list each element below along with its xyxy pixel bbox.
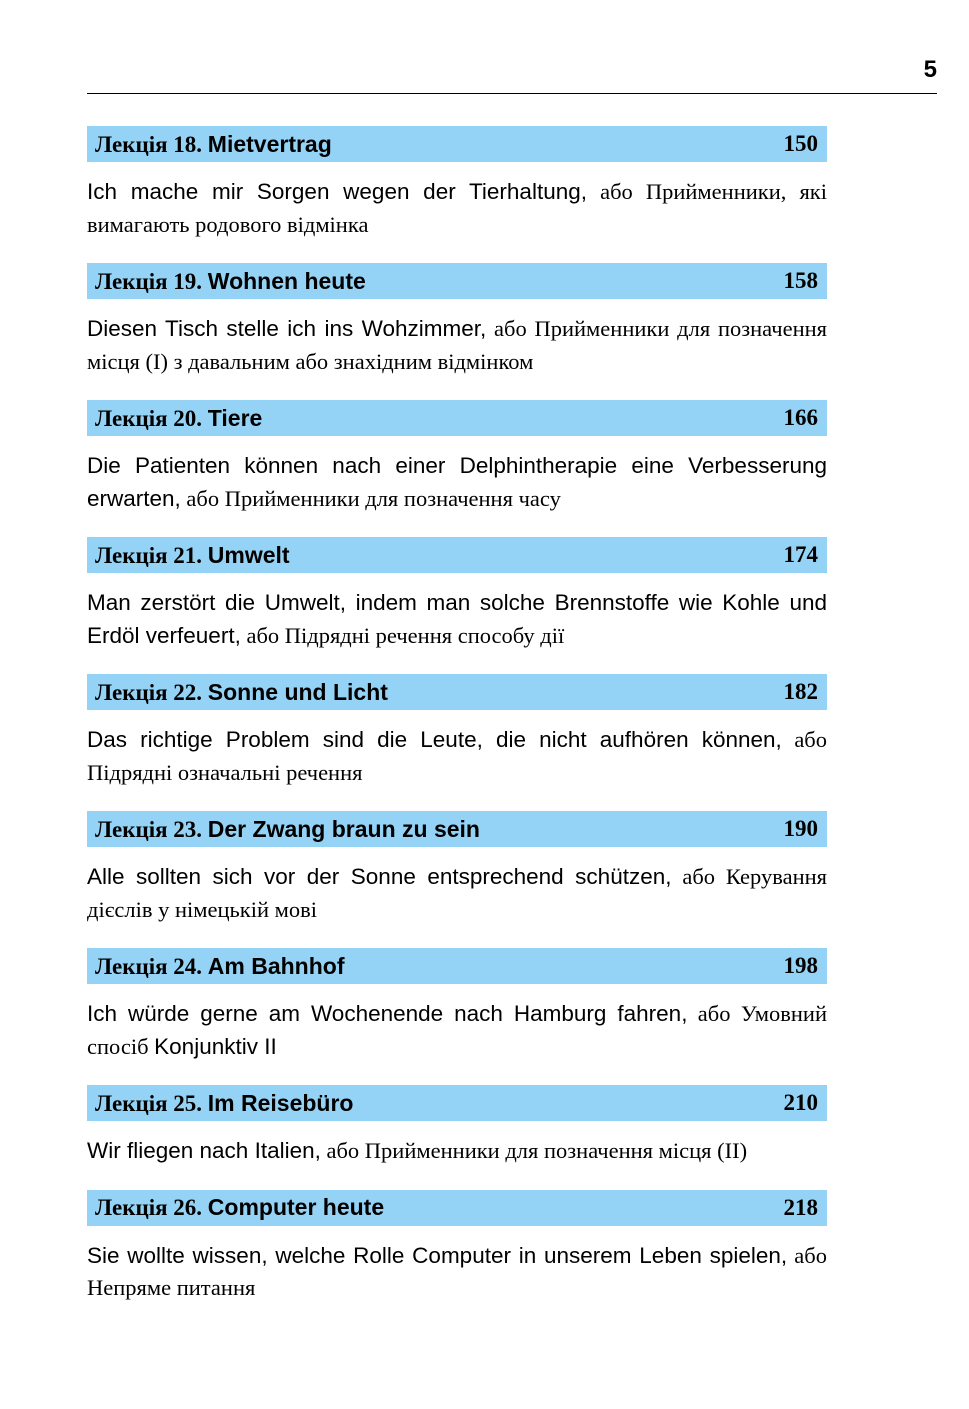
lesson-number: Лекція 25. xyxy=(95,1090,203,1116)
lesson-title: Im Reisebüro xyxy=(207,1089,354,1116)
lesson-header-bar xyxy=(87,263,827,299)
toc-entry xyxy=(87,674,827,789)
lesson-heading xyxy=(95,816,480,843)
lesson-title: Der Zwang braun zu sein xyxy=(207,815,480,842)
toc-entry xyxy=(87,948,827,1063)
lesson-number: Лекція 23. xyxy=(95,816,203,842)
lesson-number: Лекція 18. xyxy=(95,131,203,157)
lesson-header-bar xyxy=(87,948,827,984)
lesson-description xyxy=(87,587,827,652)
description-german-text: Man zerstört die Umwelt, indem man solche Brennstoffe wie Kohle und Erdöl verfeuert, xyxy=(87,590,827,648)
lesson-heading xyxy=(95,268,366,295)
lesson-heading xyxy=(95,679,388,706)
lesson-page-number: 190 xyxy=(783,816,818,841)
toc-entry xyxy=(87,1085,827,1168)
lesson-page-number: 182 xyxy=(783,679,818,704)
description-ukrainian-text: або Підрядні речення способу дії xyxy=(240,622,565,648)
description-german-text: Alle sollten sich vor der Sonne entsprechend schützen, xyxy=(87,864,672,889)
description-ukrainian-text: або Прийменники для позначення місця (I) з давальним або знахідним відмінком xyxy=(87,316,827,374)
lesson-heading xyxy=(95,405,262,432)
toc-entry xyxy=(87,263,827,378)
header-rule xyxy=(87,93,937,94)
description-ukrainian-text: або Прийменники для позначення часу xyxy=(180,485,561,511)
toc-entry xyxy=(87,400,827,515)
lesson-number: Лекція 19. xyxy=(95,268,203,294)
lesson-header-bar xyxy=(87,1190,827,1226)
description-ukrainian-text: або Умовний спосіб xyxy=(87,1001,828,1059)
lesson-heading xyxy=(95,953,345,980)
lesson-header-bar xyxy=(87,1085,827,1121)
toc-entry xyxy=(87,126,827,241)
lesson-number: Лекція 21. xyxy=(95,542,203,568)
lesson-number: Лекція 26. xyxy=(95,1195,203,1220)
description-german-text: Konjunktiv II xyxy=(154,1033,277,1059)
lesson-page-number: 174 xyxy=(783,542,818,567)
description-german-text: Wir fliegen nach Italien, xyxy=(87,1138,321,1163)
description-ukrainian-text: або Прийменники для позначення місця (II) xyxy=(320,1138,748,1163)
lesson-page-number: 210 xyxy=(783,1090,818,1115)
lesson-title: Sonne und Licht xyxy=(207,678,388,705)
description-ukrainian-text: або Непряме питання xyxy=(87,1242,827,1300)
lesson-description xyxy=(87,313,827,378)
lesson-description xyxy=(87,1135,827,1168)
toc-entry xyxy=(87,537,827,652)
description-german-text: Ich würde gerne am Wochenende nach Hamburg fahren, xyxy=(87,1001,688,1026)
lesson-page-number: 218 xyxy=(783,1194,818,1220)
lesson-header-bar xyxy=(87,537,827,573)
lesson-page-number: 166 xyxy=(783,405,818,430)
lesson-description xyxy=(87,176,827,241)
description-german-text: Die Patienten können nach einer Delphintherapie eine Verbesserung erwarten, xyxy=(87,453,827,511)
description-ukrainian-text: або Прийменники, які вимагають родового відмінка xyxy=(87,179,827,237)
lesson-title: Umwelt xyxy=(207,541,290,568)
lesson-description xyxy=(87,724,827,789)
description-ukrainian-text: або Керування дієслів у німецькій мові xyxy=(87,864,827,922)
toc-entry xyxy=(87,1190,827,1305)
lesson-heading xyxy=(95,542,290,569)
lesson-heading xyxy=(95,131,332,158)
description-german-text: Das richtige Problem sind die Leute, die nicht aufhören können, xyxy=(87,727,782,752)
lesson-title: Tiere xyxy=(207,404,263,431)
lesson-title: Mietvertrag xyxy=(207,130,332,157)
lesson-header-bar xyxy=(87,400,827,436)
lesson-page-number: 158 xyxy=(783,268,818,293)
lesson-header-bar xyxy=(87,811,827,847)
lesson-title: Am Bahnhof xyxy=(207,952,345,979)
lesson-number: Лекція 20. xyxy=(95,405,203,431)
description-german-text: Sie wollte wissen, welche Rolle Computer in unserem Leben spielen, xyxy=(87,1242,788,1268)
lesson-description xyxy=(87,861,827,926)
toc-entry xyxy=(87,811,827,926)
description-german-text: Ich mache mir Sorgen wegen der Tierhaltung, xyxy=(87,179,587,204)
lesson-header-bar xyxy=(87,674,827,710)
lesson-title: Computer heute xyxy=(207,1194,385,1220)
lesson-page-number: 150 xyxy=(783,131,818,156)
lesson-heading xyxy=(95,1090,354,1117)
lesson-description xyxy=(87,998,827,1063)
lesson-title: Wohnen heute xyxy=(207,267,366,294)
description-german-text: Diesen Tisch stelle ich ins Wohzimmer, xyxy=(87,316,487,341)
lesson-number: Лекція 24. xyxy=(95,953,203,979)
lesson-page-number: 198 xyxy=(783,953,818,978)
table-of-contents xyxy=(87,126,827,1327)
lesson-header-bar xyxy=(87,126,827,162)
page-number: 5 xyxy=(923,56,937,83)
lesson-description xyxy=(87,1240,827,1305)
description-ukrainian-text: або Підрядні означальні речення xyxy=(87,727,828,785)
lesson-description xyxy=(87,450,827,515)
lesson-number: Лекція 22. xyxy=(95,679,203,705)
lesson-heading xyxy=(95,1194,384,1221)
